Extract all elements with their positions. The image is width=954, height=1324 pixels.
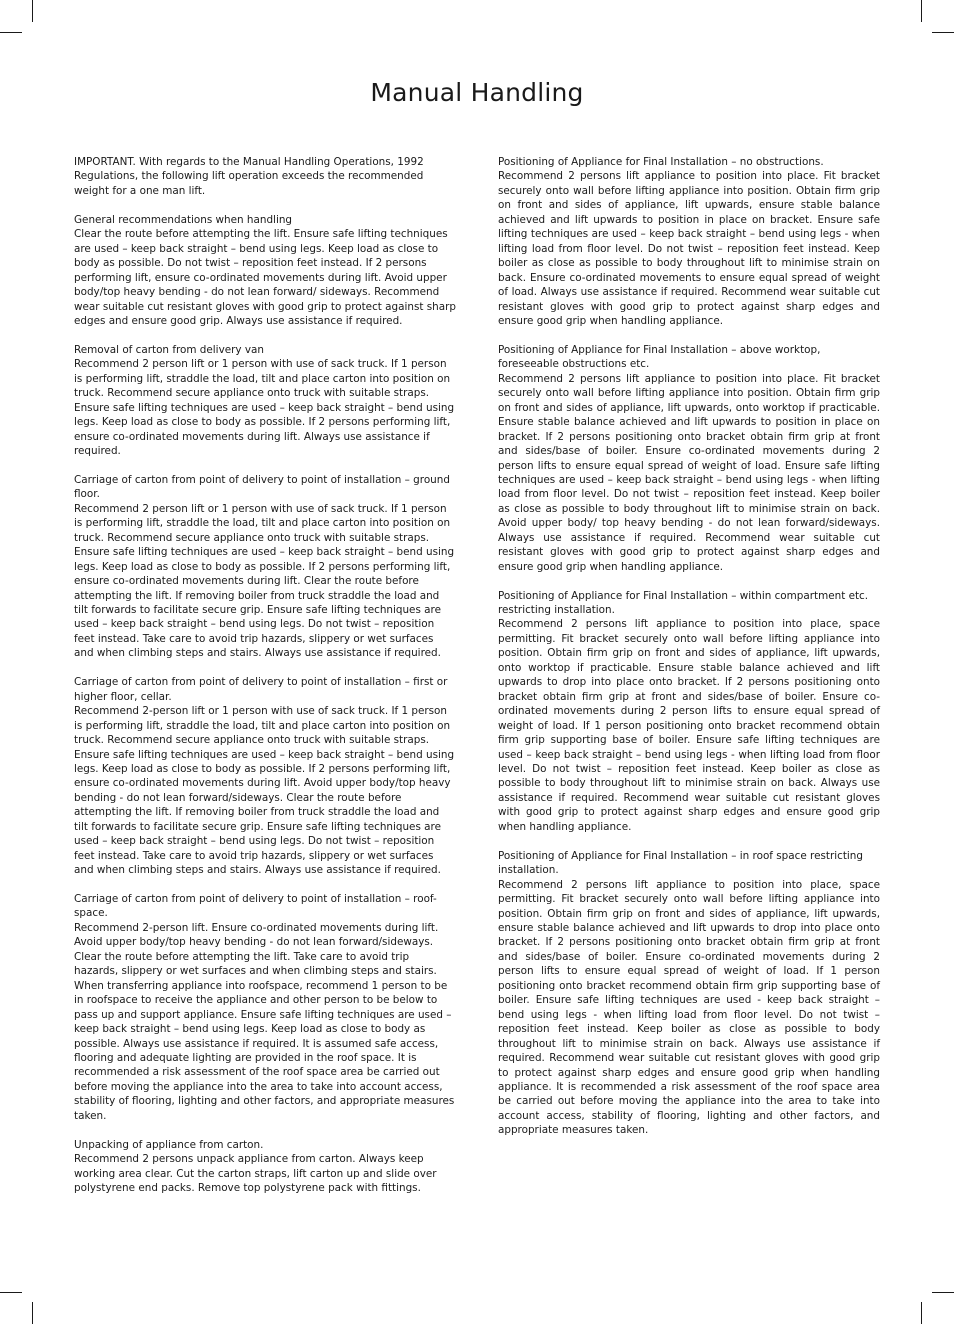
crop-mark [32, 0, 33, 22]
section-body: Recommend 2 persons lift appliance to position into place. Fit bracket securely onto wall before lifting appliance into position. Obtain firm grip on front and sides of appliance, lift upwards, onto worktop if practicable. Ensure stable balance achieved and lift upwards to position in place on bracket. If 2 persons positioning onto bracket obtain firm grip at front and sides/base of boiler. Ensure co-ordinated movements during 2 person lifts to ensure equal spread of weight of load. Ensure safe lifting techniques are used – keep back straight – bend using legs - when lifting load from floor level. Do not twist – reposition feet instead. Keep boiler as close as possible to body throughout lift to minimise strain on back. Avoid upper body/ top heavy bending - do not lean forward/sideways. Always use assistance if required. Recommend wear suitable cut resistant gloves with good grip to protect against sharp edges and ensure good grip when handling appliance. [498, 372, 880, 573]
section-body: Recommend 2 persons lift appliance to position into place, space permitting. Fit bracket securely onto wall before lifting appliance into position. Obtain firm grip on front and sides of appliance, lift upwards, onto worktop if practicable. Ensure stable balance achieved and lift upwards to drop into place onto bracket. If 2 persons positioning onto bracket obtain firm grip at front and sides/base of boiler. Ensure co-ordinated movements during 2 person lifts to ensure equal spread of weight of load. If 1 person positioning onto bracket recommend obtain firm grip supporting base of boiler. Ensure safe lifting techniques are used – keep back straight – bend using legs - when lifting load from floor level. Do not twist – reposition feet instead. Keep boiler as close as possible to body throughout lift to minimise strain on back. Always use assistance if required. Recommend wear suitable cut resistant gloves with good grip to protect against sharp edges and ensure good grip when handling appliance. [498, 618, 880, 833]
section-body: Recommend 2 persons lift appliance to position into place, space permitting. Fit bracket securely onto wall before lifting appliance into position. Obtain firm grip on front and sides of appliance, lift upwards, ensure stable balance achieved and lift upwards to drop into place onto bracket. If 2 persons positioning onto bracket obtain firm grip at front and sides/base of boiler. Ensure co-ordinated movements during 2 person lifts to ensure equal spread of weight of load. If 1 person positioning onto bracket recommend obtain firm grip supporting base of boiler. Ensure safe lifting techniques are used - keep back straight – bend using legs - when lifting load from floor level. Do not twist – reposition feet instead. Keep boiler as close as possible to body throughout lift to minimise strain on back. Always use assistance if required. Recommend wear suitable cut resistant gloves with good grip to protect against sharp edges and ensure good grip when handling appliance. It is recommended a risk assessment of the roof space area be carried out before moving the appliance into the area to take into account access, stability of flooring, lighting and other factors, and appropriate measures taken. [498, 878, 880, 1137]
intro-paragraph [74, 155, 456, 198]
section [74, 343, 456, 459]
section [74, 892, 456, 1123]
section-heading: Positioning of Appliance for Final Installation – no obstructions. [498, 156, 824, 168]
section-body: Recommend 2-person lift. Ensure co-ordinated movements during lift. Avoid upper body/top heavy bending - do not lean forward/sideways. Clear the route before attempting the lift. Take care to avoid trip hazards, slippery or wet surfaces and when climbing steps and stairs. When transferring appliance into roofspace, recommend 1 person to be in roofspace to receive the appliance and other person to be below to pass up and support appliance. Ensure safe lifting techniques are used – keep back straight – bend using legs. Keep load as close to body as possible. Always use assistance if required. It is assumed safe access, flooring and adequate lighting are provided in the roof space. It is recommended a risk assessment of the roof space area be carried out before moving the appliance into the area to take into account access, stability of flooring, lighting and other factors, and appropriate measures taken. [74, 921, 455, 1122]
section-heading: Positioning of Appliance for Final Installation – within compartment etc. restricting installation. [498, 589, 869, 617]
section-heading: Carriage of carton from point of delivery to point of installation – ground floor. [74, 473, 450, 501]
section-heading: General recommendations when handling [74, 213, 293, 226]
section-heading: Carriage of carton from point of delivery to point of installation – roof-space. [74, 893, 437, 920]
crop-mark [921, 0, 922, 22]
section [74, 473, 456, 661]
section-body: Recommend 2 persons lift appliance to position into place. Fit bracket securely onto wall before lifting appliance into position. Obtain firm grip on front and sides of appliance, lift upwards, ensure stable balance achieved and lift upwards to position in place on bracket. Ensure safe lifting techniques are used – keep back straight – bend using legs - when lifting load from floor level. Do not twist – reposition feet instead. Keep boiler as close as possible to body throughout lift to minimise strain on back. Ensure co-ordinated movements to ensure equal spread of weight of load. Always use assistance if required. Recommend wear suitable cut resistant gloves with good grip to protect against sharp edges and ensure good grip when handling appliance. [498, 170, 880, 327]
intro-text: With regards to the Manual Handling Operations, 1992 Regulations, the following lift operation exceeds the recommended weight for a one man lift. [74, 156, 424, 197]
section-heading: Unpacking of appliance from carton. [74, 1138, 264, 1151]
right-column [498, 155, 880, 1152]
important-label: IMPORTANT. [74, 156, 136, 168]
section-heading: Removal of carton from delivery van [74, 343, 264, 356]
section-body: Recommend 2-person lift or 1 person with use of sack truck. If 1 person is performing lift, straddle the load, tilt and place carton into position on truck. Recommend secure appliance onto truck with suitable straps. Ensure safe lifting techniques are used – keep back straight – bend using legs. Keep load as close to body as possible. If 2 persons performing lift, ensure co-ordinated movements during lift. Avoid upper body/top heavy bending - do not lean forward/sideways. Clear the route before attempting the lift. If removing boiler from truck straddle the load and tilt forwards to facilitate secure grip. Ensure safe lifting techniques are used – keep back straight – bend using legs. Do not twist – reposition feet instead. Take care to avoid trip hazards, slippery or wet surfaces and when climbing steps and stairs. Always use assistance if required. [74, 705, 455, 877]
section-heading: Positioning of Appliance for Final Installation – above worktop, foreseeable obstructions etc. [498, 343, 821, 371]
crop-mark [932, 32, 954, 33]
section [74, 1138, 456, 1196]
section-body: Recommend 2 person lift or 1 person with use of sack truck. If 1 person is performing lift, straddle the load, tilt and place carton into position on truck. Recommend secure appliance onto truck with suitable straps. Ensure safe lifting techniques are used – keep back straight – bend using legs. Keep load as close to body as possible. If 2 persons performing lift, ensure co-ordinated movements during lift. Always use assistance if required. [74, 358, 455, 458]
section-heading: Carriage of carton from point of delivery to point of installation – first or higher floor, cellar. [74, 676, 448, 703]
section [74, 213, 456, 329]
crop-mark [0, 1292, 22, 1293]
crop-mark [0, 32, 22, 33]
section [498, 343, 880, 574]
section [498, 589, 880, 835]
section [74, 675, 456, 877]
page-title: Manual Handling [370, 78, 584, 107]
section-body: Clear the route before attempting the lift. Ensure safe lifting techniques are used – keep back straight – bend using legs. Keep load as close to body as possible. Do not twist – reposition feet instead. If 2 persons performing lift, ensure co-ordinated movements during lift. Avoid upper body/top heavy bending - do not lean forward/ sideways. Recommend wear suitable cut resistant gloves with good grip to protect against sharp edges and ensure good grip. Always use assistance if required. [74, 228, 456, 327]
crop-mark [932, 1292, 954, 1293]
section-heading: Positioning of Appliance for Final Installation – in roof space restricting installation. [498, 849, 863, 877]
section [498, 849, 880, 1138]
left-column [74, 155, 456, 1210]
crop-mark [921, 1302, 922, 1324]
section [498, 155, 880, 328]
section-body: Recommend 2 person lift or 1 person with use of sack truck. If 1 person is performing lift, straddle the load, tilt and place carton into position on truck. Recommend secure appliance onto truck with suitable straps. Ensure safe lifting techniques are used – keep back straight – bend using legs. Keep load as close to body as possible. If 2 persons performing lift, ensure co-ordinated movements during lift. Clear the route before attempting the lift. If removing boiler from truck straddle the load and tilt forwards to facilitate secure grip. Ensure safe lifting techniques are used – keep back straight – bend using legs. Do not twist – reposition feet instead. Take care to avoid trip hazards, slippery or wet surfaces and when climbing steps and stairs. Always use assistance if required. [74, 502, 455, 660]
section-body: Recommend 2 persons unpack appliance from carton. Always keep working area clear. Cut the carton straps, lift carton up and slide over polystyrene end packs. Remove top polystyrene pack with fittings. [74, 1153, 437, 1195]
crop-mark [32, 1302, 33, 1324]
